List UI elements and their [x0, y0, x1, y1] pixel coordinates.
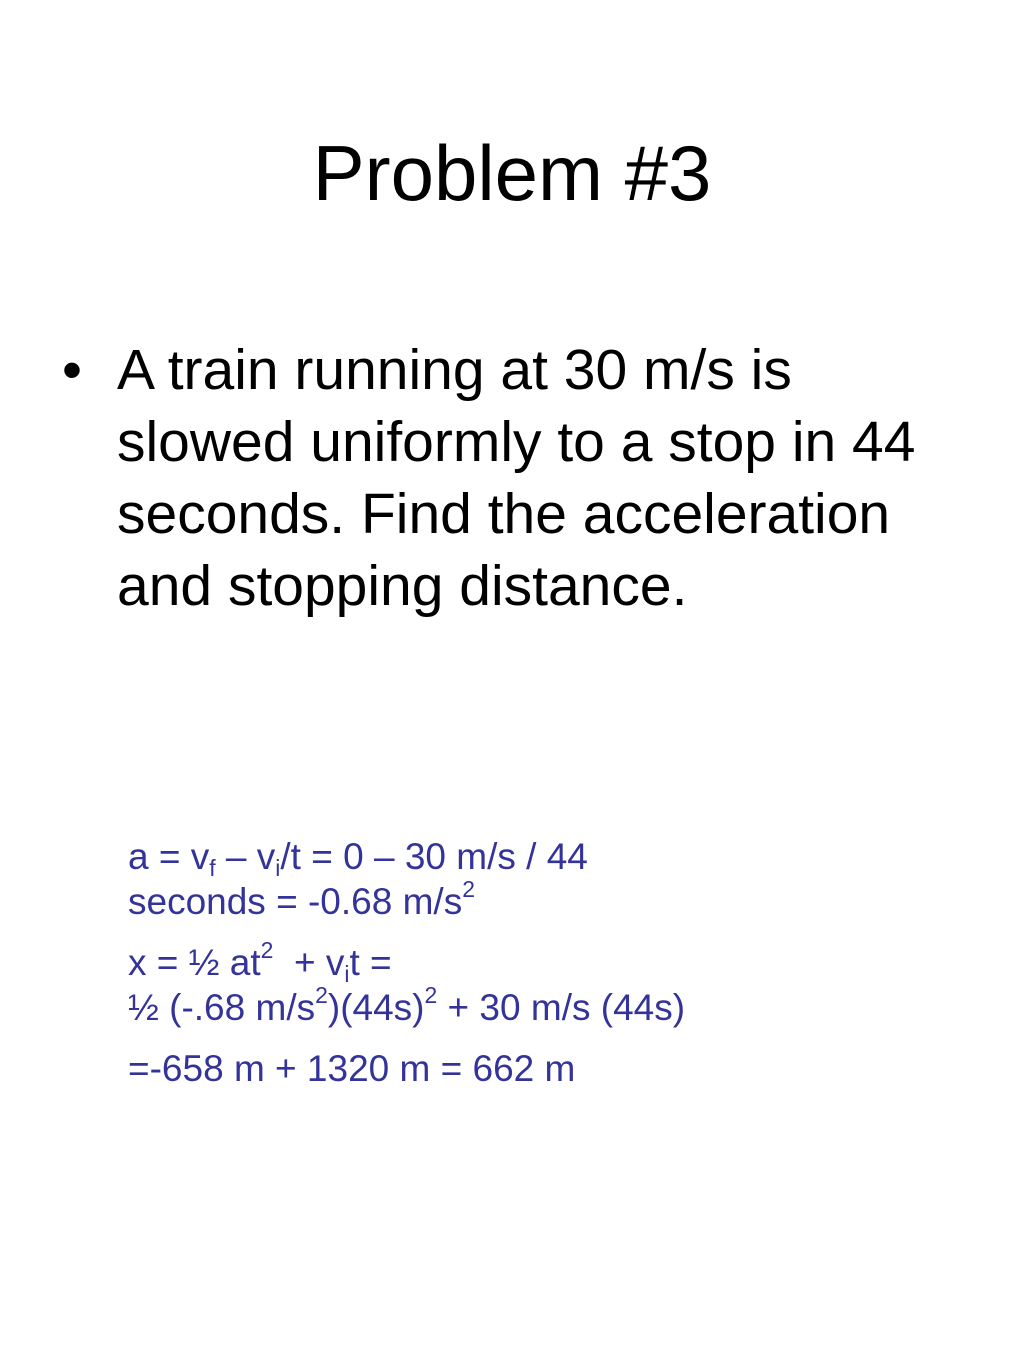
- distance-line-2: [128, 981, 928, 1030]
- eq-text: a = v: [128, 836, 210, 877]
- eq-text: ½ (-.68 m/s: [128, 987, 316, 1028]
- subscript-i: i: [275, 854, 281, 881]
- slide-title: Problem #3: [312, 129, 712, 217]
- acceleration-equation: [128, 834, 928, 924]
- distance-equation: [128, 936, 928, 1030]
- superscript-2: 2: [260, 936, 274, 963]
- eq-text: )(44s): [327, 987, 425, 1028]
- superscript-2: 2: [315, 981, 328, 1008]
- bullet-list: [62, 334, 942, 622]
- eq-text: – v: [215, 836, 276, 877]
- superscript-2: 2: [424, 981, 438, 1008]
- bullet-marker: •: [62, 338, 82, 402]
- eq-text: + v: [273, 942, 345, 983]
- eq-text: t =: [349, 942, 392, 983]
- eq-text: + 30 m/s (44s): [437, 987, 686, 1028]
- eq-text: /t = 0 – 30 m/s / 44: [280, 836, 588, 877]
- subscript-i: i: [344, 960, 350, 987]
- acceleration-line-2: [128, 875, 928, 924]
- problem-statement: [62, 334, 942, 622]
- distance-line-1: [128, 936, 928, 987]
- eq-text: x = ½ at: [128, 942, 261, 983]
- result-line: =-658 m + 1320 m = 662 m: [128, 1048, 576, 1089]
- problem-text: A train running at 30 m/s is slowed uniformly to a stop in 44 seconds. Find the acceleration and stopping distance.: [117, 338, 916, 618]
- superscript-2: 2: [462, 875, 475, 902]
- solution-block: [128, 834, 928, 1091]
- acceleration-line-1: [128, 834, 928, 879]
- eq-text: seconds = -0.68 m/s: [128, 881, 463, 922]
- subscript-f: f: [209, 854, 216, 881]
